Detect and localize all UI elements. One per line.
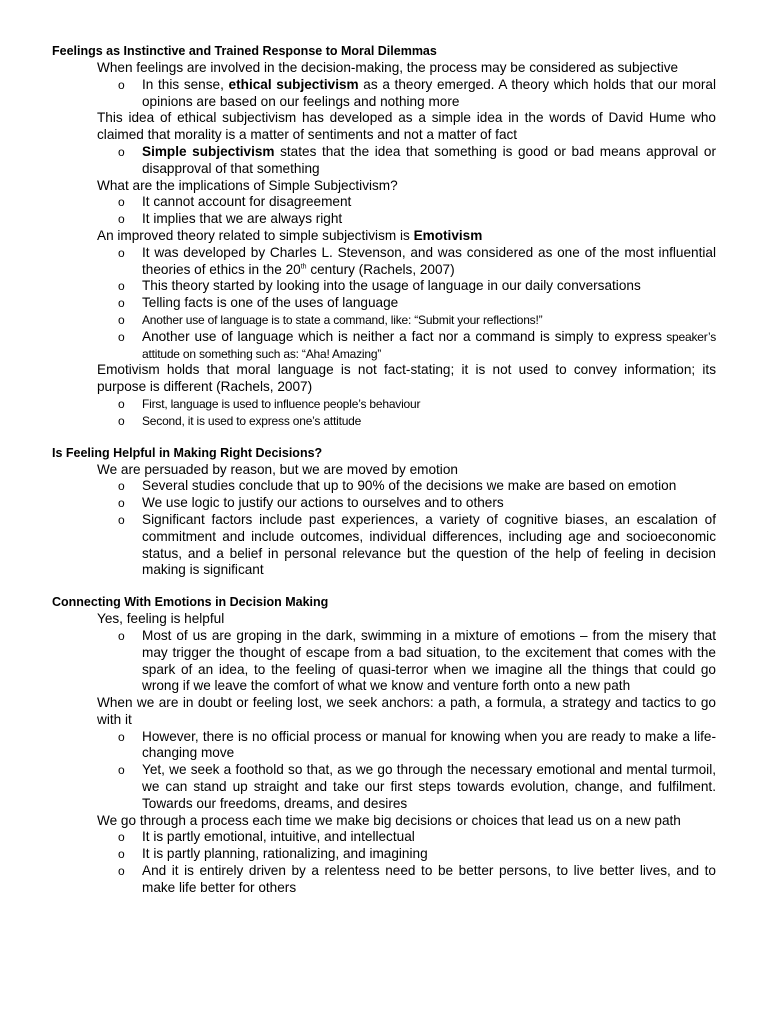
circle-bullet-icon: o — [118, 864, 125, 879]
sub-bullet-item: o It implies that we are always right — [118, 211, 343, 227]
sub-bullet-item: o Another use of language which is neither a fact nor a command is simply to express speaker’s attitude on something such as: “Aha! Amazing” — [118, 328, 717, 361]
section-heading-connecting-emotions: Connecting With Emotions in Decision Making — [52, 595, 329, 610]
circle-bullet-icon: o — [118, 396, 125, 411]
circle-bullet-icon: o — [118, 763, 125, 778]
bullet-item: What are the implications of Simple Subjectivism? — [97, 177, 398, 193]
sub-bullet-item: o Another use of language is to state a command, like: “Submit your reflections!” — [118, 312, 543, 327]
sub-bullet-item: o Significant factors include past experiences, a variety of cognitive biases, an escalation of commitment and include outcomes, individual differences, including age and socioeconomic status, and a belief in personal relevance but the question of the help of feeling in decision making is significant — [118, 511, 716, 578]
circle-bullet-icon: o — [118, 77, 125, 92]
sub-bullet-item: o Yet, we seek a foothold so that, as we go through the necessary emotional and mental turmoil, we can stand up straight and take our first steps towards evolution, change, and fulfilment. Towards our freedoms, dreams, and desires — [118, 762, 716, 811]
circle-bullet-icon: o — [118, 729, 125, 744]
sub-bullet-item: o This theory started by looking into the usage of language in our daily conversations — [118, 278, 641, 294]
circle-bullet-icon: o — [118, 512, 125, 527]
bullet-item: Emotivism holds that moral language is not fact-stating; it is not used to convey information; its purpose is different (Rachels, 2007) — [97, 362, 716, 395]
circle-bullet-icon: o — [118, 245, 125, 260]
bullet-item: We are persuaded by reason, but we are moved by emotion — [97, 461, 458, 477]
sub-bullet-item: o Second, it is used to express one’s attitude — [118, 413, 362, 428]
circle-bullet-icon: o — [118, 195, 125, 210]
circle-bullet-icon: o — [118, 479, 125, 494]
circle-bullet-icon: o — [118, 830, 125, 845]
bullet-item: Yes, feeling is helpful — [97, 611, 225, 627]
section-heading-feelings-instinctive: Feelings as Instinctive and Trained Response to Moral Dilemmas — [52, 44, 437, 58]
bullet-item: An improved theory related to simple subjectivism is Emotivism — [97, 227, 483, 243]
sub-bullet-item: o It cannot account for disagreement — [118, 194, 352, 210]
circle-bullet-icon: o — [118, 279, 125, 294]
bullet-item: When we are in doubt or feeling lost, we seek anchors: a path, a formula, a strategy and tactics to go with it — [97, 695, 716, 727]
sub-bullet-item: o It is partly planning, rationalizing, and imagining — [118, 846, 428, 862]
sub-bullet-item: o Several studies conclude that up to 90% of the decisions we make are based on emotion — [118, 478, 677, 494]
circle-bullet-icon: o — [118, 413, 125, 428]
circle-bullet-icon: o — [118, 312, 125, 327]
sub-bullet-item: o First, language is used to influence people’s behaviour — [118, 396, 421, 411]
sub-bullet-item: o Telling facts is one of the uses of language — [118, 295, 399, 311]
sub-bullet-item: o We use logic to justify our actions to ourselves and to others — [118, 495, 504, 511]
circle-bullet-icon: o — [118, 212, 125, 227]
bullet-item: This idea of ethical subjectivism has developed as a simple idea in the words of David Hume who claimed that morality is a matter of sentiments and not a matter of fact — [97, 110, 716, 143]
bullet-item: We go through a process each time we make big decisions or choices that lead us on a new path — [97, 812, 681, 828]
circle-bullet-icon: o — [118, 329, 125, 344]
circle-bullet-icon: o — [118, 847, 125, 862]
sub-bullet-item: o Most of us are groping in the dark, swimming in a mixture of emotions – from the misery that may trigger the thought of escape from a bad situation, to the excitement that comes with the spark of an idea, to the feeling of quasi-terror when we imagine all the things that could go wrong if we leave the comfort of what we know and venture forth onto a new path — [118, 627, 716, 694]
circle-bullet-icon: o — [118, 496, 125, 511]
sub-bullet-item: o It was developed by Charles L. Stevenson, and was considered as one of the most influential theories of ethics in the 20th century (Rachels, 2007) — [118, 244, 716, 277]
circle-bullet-icon: o — [118, 296, 125, 311]
sub-bullet-item: o It is partly emotional, intuitive, and intellectual — [118, 829, 415, 845]
sub-bullet-item: o In this sense, ethical subjectivism as a theory emerged. A theory which holds that our moral opinions are based on our feelings and nothing more — [118, 76, 716, 109]
sub-bullet-item: o Simple subjectivism states that the idea that something is good or bad means approval or disapproval of that something — [118, 143, 716, 176]
sub-bullet-item: o And it is entirely driven by a relentess need to be better persons, to live better lives, and to make life better for others — [118, 863, 716, 895]
circle-bullet-icon: o — [118, 628, 125, 643]
sub-bullet-item: o However, there is no official process or manual for knowing when you are ready to make a life-changing move — [118, 728, 716, 761]
circle-bullet-icon: o — [118, 144, 125, 159]
bullet-item: When feelings are involved in the decision-making, the process may be considered as subjective — [97, 60, 679, 75]
section-heading-feeling-helpful: Is Feeling Helpful in Making Right Decisions? — [52, 445, 323, 460]
